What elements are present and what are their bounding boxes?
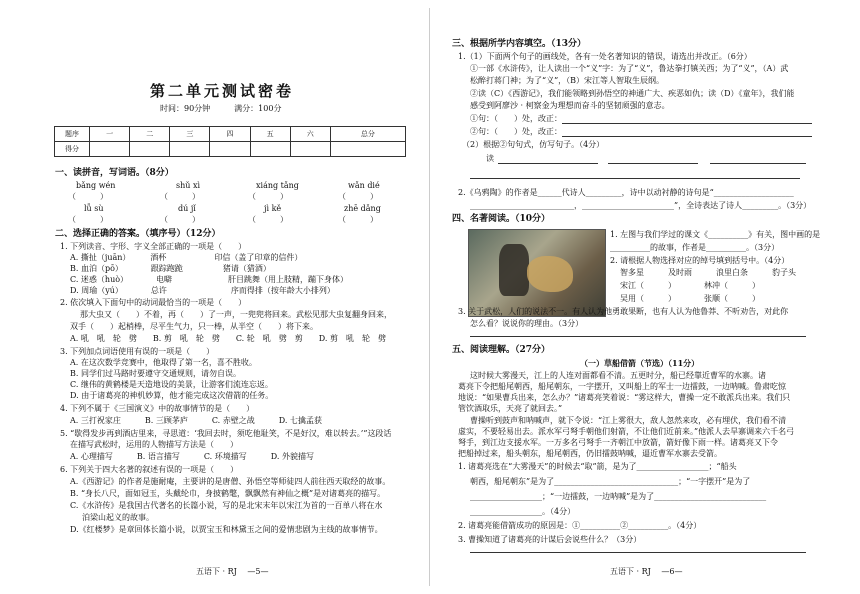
question-4-options: A. 三打祝家庄 B. 三顾茅庐 C. 赤壁之战 D. 七擒孟获 — [70, 416, 322, 425]
question-5-1-cont: __________________。（4分） — [470, 507, 576, 516]
option-c-cont: 泊梁山起义的故事。 — [82, 513, 154, 522]
answer-line[interactable] — [470, 178, 800, 179]
answer-parens[interactable]: （ ） — [338, 215, 378, 224]
passage-line: 管饮酒取乐，天亮了就回去。” — [458, 404, 563, 413]
section-3-title: 三、根据所学内容填空。（13分） — [452, 39, 587, 49]
score-cell[interactable] — [330, 142, 405, 157]
question-3-1-2: （2）根据②句句式，仿写句子。（4分） — [462, 140, 605, 149]
answer-parens[interactable]: （ ） — [160, 215, 200, 224]
section-5-title: 五、阅读理解。（27分） — [452, 345, 551, 355]
answer-line[interactable] — [498, 163, 598, 164]
answer-line[interactable] — [470, 336, 806, 337]
sentence-2: ②读（C）《西游记》，我们能领略到孙悟空的神通广大、疾恶如仇；读（D）《童年》，我们能 — [470, 89, 795, 98]
answer-line[interactable] — [470, 552, 806, 553]
fix-line-1: ①句：（ ）处，改正： — [470, 114, 562, 123]
answer-line[interactable] — [562, 136, 812, 137]
score-header: 一 — [90, 127, 130, 142]
passage-line: 把船掉过来，船头朝东，船尾朝西，仍旧擂鼓呐喊，逼近曹军水寨去受箭。 — [458, 449, 722, 458]
nickname-row-1: 宋江（ ） 林冲（ ） — [620, 281, 760, 290]
sentence-1-cont: 松醉打蒋门神；为了“义”，（B）宋江等人智取生辰纲。 — [470, 76, 665, 85]
question-5-1-cont: __________________；“一边擂鼓，一边呐喊”是为了____________________________ — [470, 492, 767, 501]
question-5-1-cont: 朝西，船尾朝东”是为了_______________________________；“一字摆开”是为了 — [470, 477, 751, 486]
pinyin: lǚ sù — [84, 204, 104, 213]
fix-line-2: ②句：（ ）处，改正： — [470, 127, 562, 136]
question-3-1: 1.（1）下面两个句子的画线处，各有一处名著知识的错误，请选出并改正。（6分） — [458, 52, 752, 61]
exam-subtitle: 时间：90分钟 满分：100分 — [160, 104, 282, 113]
question-5-3: 3. 曹操知道了诸葛亮的计谋后会说些什么？（3分） — [458, 535, 642, 544]
answer-parens[interactable]: （ ） — [248, 192, 288, 201]
question-5-1: 1. 诸葛亮选在“大雾漫天”的时候去“取”箭，是为了__________________；“船头 — [458, 462, 737, 471]
score-cell[interactable] — [210, 142, 250, 157]
question-2: 2. 依次填入下面句中的动词最恰当的一项是（ ） — [60, 298, 247, 307]
option-d: D. 由于诸葛亮的神机妙算，他才能完成这次借箭的任务。 — [70, 391, 274, 400]
page-footer: 五语下 · RJ —5— — [196, 567, 269, 576]
score-cell[interactable] — [170, 142, 210, 157]
question-4: 4. 下列不属于《三国演义》中的故事情节的是（ ） — [60, 404, 255, 413]
option-a: A. 撕扯（juān） 酒杯 印信（盖了印章的信件） — [70, 253, 303, 262]
section-1-title: 一、读拼音，写词语。（8分） — [55, 168, 174, 178]
question-2-text: 那大虫又（ ）不着，再（ ）了一声，一兜兜将回来。武松见那大虫复翻身回来， — [80, 310, 392, 319]
option-b: B. “身长八尺，面如冠玉，头戴纶巾，身披鹤氅，飘飘然有神仙之概”是对诸葛亮的描写。 — [70, 489, 386, 498]
score-header: 五 — [250, 127, 290, 142]
answer-parens[interactable]: （ ） — [68, 192, 108, 201]
passage-line: 地说：“如果曹兵出来，怎么办？”诸葛亮笑着说：“雾这样大，曹操一定不敢派兵出来。我们只 — [458, 393, 791, 402]
score-header: 题序 — [55, 127, 90, 142]
passage-line: 这时候大雾漫天，江上的人连对面都看不清。五更时分，船已经靠近曹军的水寨。诸 — [470, 371, 766, 380]
score-cell[interactable] — [90, 142, 130, 157]
question-4-1: 1. 左图与我们学过的课文《__________》有关，图中画的是 — [610, 230, 821, 239]
figure-man — [499, 244, 529, 296]
answer-parens[interactable]: （ ） — [338, 192, 378, 201]
question-1: 1. 下列读音、字形、字义全部正确的一项是（ ） — [60, 242, 247, 251]
score-header: 总分 — [330, 127, 405, 142]
score-header: 二 — [130, 127, 170, 142]
question-3: 3. 下列加点词语使用有误的一项是（ ） — [60, 347, 215, 356]
passage-line: 弩手，到江边支援水军。一万多名弓弩手一齐朝江中放箭，箭好像下雨一样。诸葛亮又下令 — [458, 438, 778, 447]
pinyin: wǎn dié — [348, 181, 380, 190]
pinyin: dú jǐ — [178, 204, 196, 213]
question-5: 5. “歇得发步再到酒店里来，寻思道：‘我回去时，须吃他耻笑，不是好汉，难以转去。’”这段话 — [60, 429, 392, 438]
score-cell[interactable] — [290, 142, 330, 157]
pinyin: shǔ xì — [176, 181, 201, 190]
passage-line: 虚实，不要轻易出去。派水军弓弩手朝他们射箭，不让他们近前来。”他派人去旱寨调来六千名弓 — [458, 427, 795, 436]
exam-title: 第二单元测试密卷 — [150, 82, 295, 100]
figure-tiger — [527, 256, 573, 292]
option-c: C. 继伟的黄鹤楼是天造地设的美景，让游客们流连忘返。 — [70, 380, 273, 389]
option-b: B. 同学们过马路时要遵守交通规则，请勿自误。 — [70, 369, 241, 378]
score-cell[interactable] — [130, 142, 170, 157]
question-6: 6. 下列关于四大名著的叙述有误的一项是（ ） — [60, 465, 239, 474]
right-page — [430, 0, 860, 594]
score-header: 六 — [290, 127, 330, 142]
answer-line[interactable] — [562, 123, 812, 124]
question-5-options: A. 心理描写 B. 语言描写 C. 环境描写 D. 外貌描写 — [70, 452, 314, 461]
sentence-1: ①一部《水浒传》，让人读出一个“义”字：为了“义”，鲁达拳打镇关西；为了“义”，（A）武 — [470, 64, 789, 73]
option-d: D.《红楼梦》是章回体长篇小说，以贾宝玉和林黛玉之间的爱情悲剧为主线的故事情节。 — [70, 525, 383, 534]
answer-parens[interactable]: （ ） — [68, 215, 108, 224]
pinyin: jì kě — [264, 204, 282, 213]
nickname-options: 智多星 及时雨 浪里白条 豹子头 — [620, 268, 796, 277]
question-4-3: 3. 关于武松，人们的说法不一。有人认为他勇敢果断，也有人认为他鲁莽、不听劝告，对此你 — [458, 307, 789, 316]
page-footer: 五语下 · RJ —6— — [610, 567, 683, 576]
imitate-prefix: 读 — [486, 154, 494, 163]
question-4-3-cont: 怎么看？说说你的理由。（3分） — [470, 319, 584, 328]
question-3-2: 2.《乌鸦陶》的作者是______代诗人_________，诗中以动衬静的诗句是“____________________ — [458, 188, 794, 197]
question-3-2-cont: __________________________，_______________________”，全诗表达了诗人_________。（3分） — [470, 201, 812, 210]
score-row-label: 得分 — [55, 142, 90, 157]
wusong-tiger-illustration — [468, 229, 606, 317]
question-5-2: 2. 诸葛亮能借箭成功的原因是：①__________②__________。（4分） — [458, 521, 702, 530]
option-d: D. 周瑜（yú） 总许 序而得排（按年龄大小排列） — [70, 286, 335, 295]
passage-line: 曹操听到鼓声和呐喊声，就下令说：“江上雾很大，敌人忽然来攻，必有埋伏，我们看不清 — [470, 416, 787, 425]
option-c: C.《水浒传》是我国古代著名的长篇小说，写的是北宋末年以宋江为首的一百单八将在水 — [70, 501, 383, 510]
option-a: A. 在这次数学竞赛中，他取得了第一名，喜不胜收。 — [70, 358, 257, 367]
section-4-title: 四、名著阅读。（10分） — [452, 214, 551, 224]
question-2-text: 双手（ ）起梢棒，尽平生气力，只一棒，从半空（ ）将下来。 — [70, 322, 318, 331]
pinyin: bǎng wén — [76, 181, 116, 190]
question-4-1-cont: __________的故事，作者是__________。（3分） — [610, 243, 780, 252]
score-header: 四 — [210, 127, 250, 142]
option-c: C. 迷惑（huò） 电噼 肝目跳舞（用上肢精，蹦下身体） — [70, 275, 349, 284]
passage-title: （一）草船借箭（节选）（11分） — [580, 358, 700, 368]
section-2-title: 二、选择正确的答案。（填序号）（12分） — [55, 229, 221, 239]
option-a: A.《西游记》的作者是施耐庵，主要讲的是唐僧、孙悟空等师徒四人前往西天取经的故事。 — [70, 477, 391, 486]
answer-line[interactable] — [710, 163, 806, 164]
answer-parens[interactable]: （ ） — [248, 215, 288, 224]
pinyin: xiáng tǎng — [256, 181, 299, 190]
sentence-2-cont: 感受到阿廖沙 · 柯察金为理想而奋斗的坚韧顽强的意志。 — [470, 101, 670, 110]
passage-line: 葛亮下令把船尾朝西，船尾朝东，一字摆开，又叫船上的军士一边擂鼓，一边呐喊。鲁肃吃惊 — [458, 382, 786, 391]
option-b: B. 血泊（pō） 跟踪跑跪 猪请（猎酒） — [70, 264, 271, 273]
score-cell[interactable] — [250, 142, 290, 157]
nickname-row-2: 吴用（ ） 张顺（ ） — [620, 294, 760, 303]
answer-line[interactable] — [608, 163, 698, 164]
question-4-2: 2. 请根据人物选择对应的绰号填到括号中。（4分） — [610, 256, 790, 265]
score-table — [54, 126, 406, 157]
question-2-options: A. 吼 吼 轮 劈 B. 剪 吼 轮 劈 C. 轮 吼 劈 剪 D. 剪 吼 轮 劈 — [70, 334, 386, 343]
score-header: 三 — [170, 127, 210, 142]
pinyin: zhē dǎng — [344, 204, 381, 213]
answer-parens[interactable]: （ ） — [160, 192, 200, 201]
question-5-text: 在描写武松时，运用的人物描写方法是（ ） — [70, 440, 238, 449]
